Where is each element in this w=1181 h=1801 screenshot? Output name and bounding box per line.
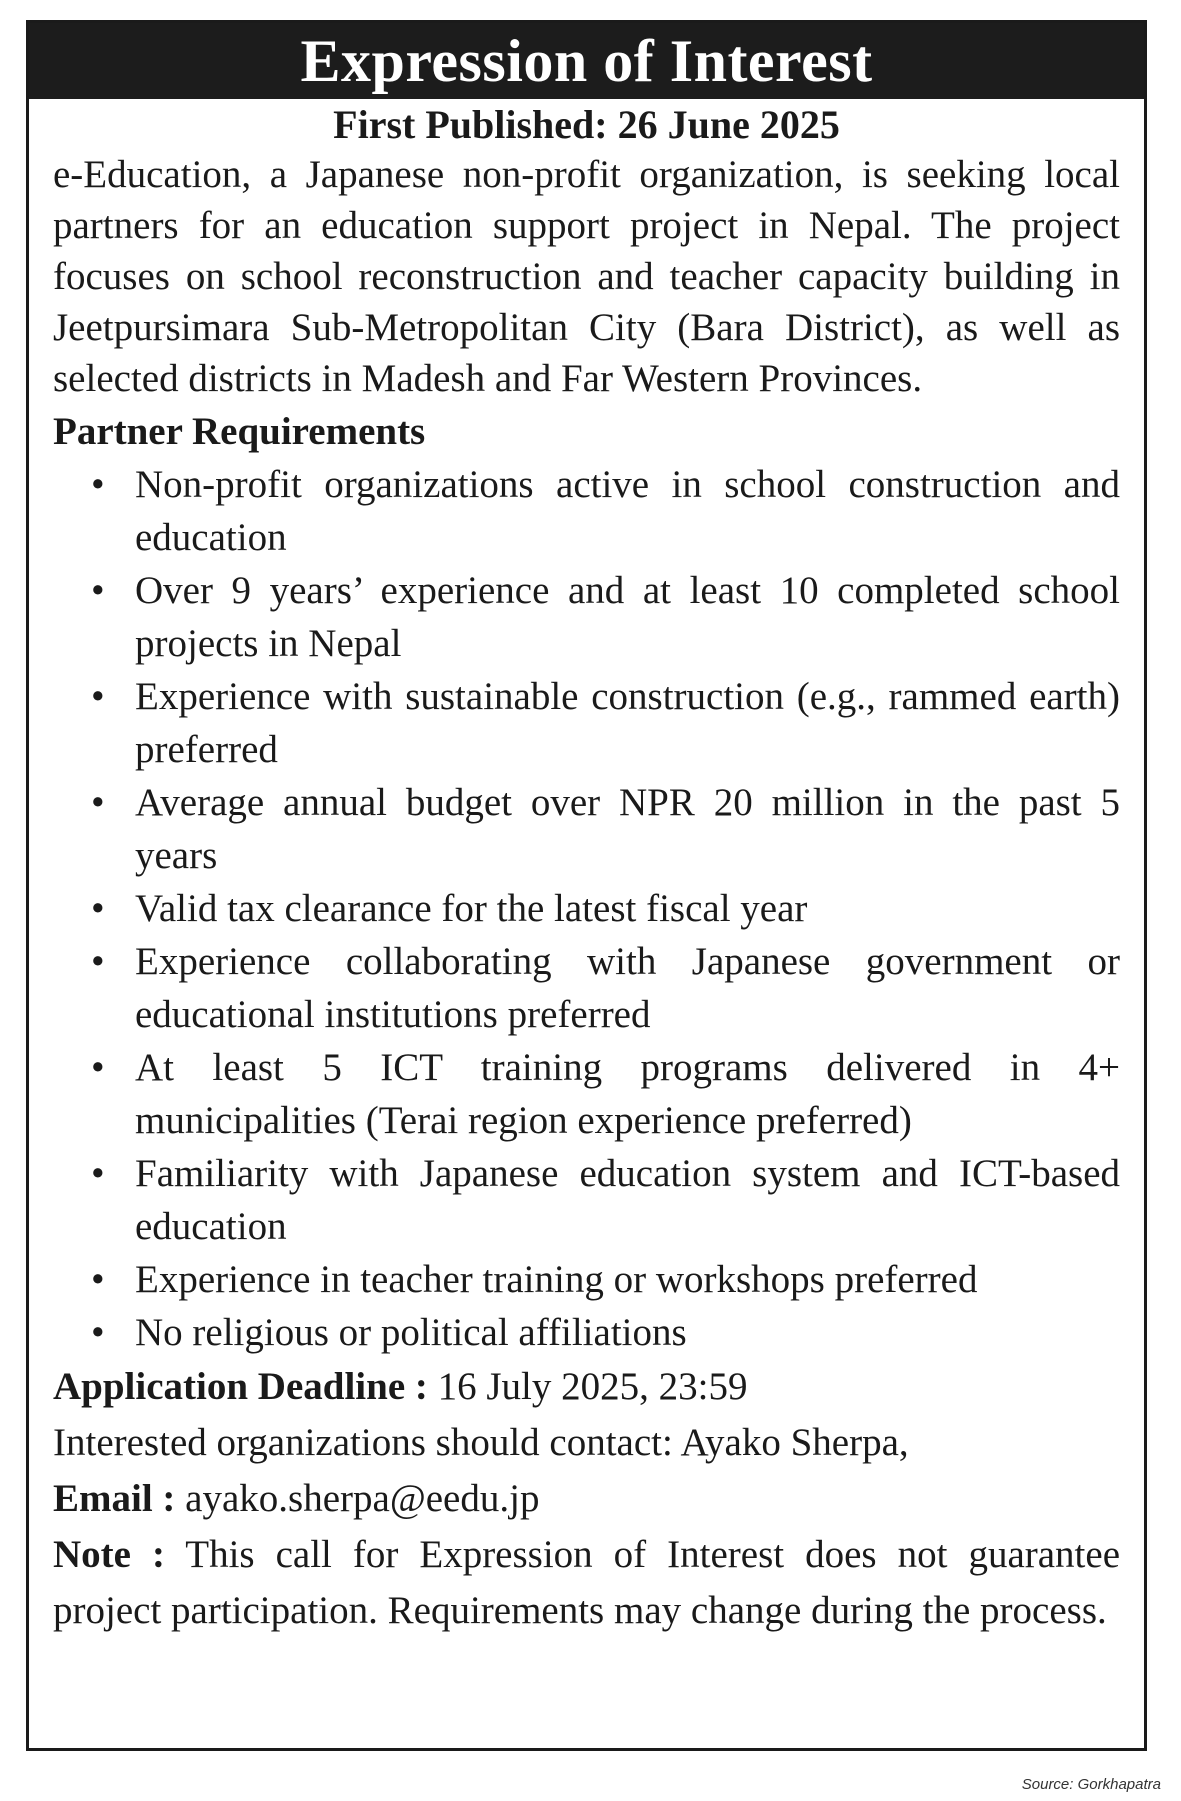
bullet-icon: •	[91, 1152, 105, 1195]
email-label: Email :	[53, 1477, 176, 1520]
list-item	[53, 564, 1120, 670]
list-item	[53, 1041, 1120, 1147]
bullet-icon: •	[91, 569, 105, 612]
source-credit: Source: Gorkhapatra	[1021, 1776, 1161, 1793]
deadline-value: 16 July 2025, 23:59	[437, 1365, 748, 1408]
requirement-text: Experience in teacher training or workshops preferred	[135, 1258, 978, 1301]
requirement-text: Familiarity with Japanese education system and ICT-based education	[135, 1152, 1120, 1248]
bullet-icon: •	[91, 887, 105, 930]
list-item	[53, 458, 1120, 564]
published-date: First Published: 26 June 2025	[333, 102, 840, 147]
note-text: This call for Expression of Interest does not guarantee project participation. Requirements may change during the process.	[53, 1533, 1121, 1632]
requirement-text: Experience collaborating with Japanese government or educational institutions preferred	[135, 940, 1120, 1036]
title-banner	[29, 23, 1144, 99]
requirement-text: Valid tax clearance for the latest fiscal year	[135, 887, 808, 930]
requirement-text: Non-profit organizations active in school construction and education	[135, 463, 1120, 559]
email-line	[53, 1471, 1120, 1527]
intro-paragraph: e-Education, a Japanese non-profit organization, is seeking local partners for an education support project in Nepal. The project focuses on school reconstruction and teacher capacity building in Jeetpursimara Sub-Metropolitan City (Bara District), as well as selected districts in Madesh and Far Western Provinces.	[53, 153, 1120, 400]
list-item	[53, 882, 1120, 935]
bullet-icon: •	[91, 781, 105, 824]
contact-text: Interested organizations should contact: Ayako Sherpa,	[53, 1421, 909, 1464]
requirements-heading: Partner Requirements	[53, 410, 426, 453]
bullet-icon: •	[91, 940, 105, 983]
list-item	[53, 935, 1120, 1041]
list-item	[53, 1306, 1120, 1359]
requirement-text: At least 5 ICT training programs delivered in 4+ municipalities (Terai region experience preferred)	[135, 1046, 1120, 1142]
requirement-text: Experience with sustainable construction (e.g., rammed earth) preferred	[135, 675, 1120, 771]
bullet-icon: •	[91, 1311, 105, 1354]
deadline-label: Application Deadline :	[53, 1365, 428, 1408]
list-item	[53, 1253, 1120, 1306]
bullet-icon: •	[91, 463, 105, 506]
requirements-list	[53, 458, 1120, 1359]
list-item	[53, 670, 1120, 776]
email-link[interactable]: ayako.sherpa@eedu.jp	[185, 1477, 540, 1520]
advertisement-frame	[26, 20, 1147, 1751]
note-paragraph	[53, 1527, 1120, 1639]
bullet-icon: •	[91, 675, 105, 718]
list-item	[53, 776, 1120, 882]
application-deadline	[53, 1359, 1120, 1415]
note-label: Note :	[53, 1533, 165, 1576]
requirement-text: No religious or political affiliations	[135, 1311, 687, 1354]
bullet-icon: •	[91, 1258, 105, 1301]
requirement-text: Over 9 years’ experience and at least 10 completed school projects in Nepal	[135, 569, 1120, 665]
list-item	[53, 1147, 1120, 1253]
bullet-icon: •	[91, 1046, 105, 1089]
page-title: Expression of Interest	[300, 28, 873, 94]
requirement-text: Average annual budget over NPR 20 million in the past 5 years	[135, 781, 1120, 877]
notice-body	[29, 101, 1144, 1639]
